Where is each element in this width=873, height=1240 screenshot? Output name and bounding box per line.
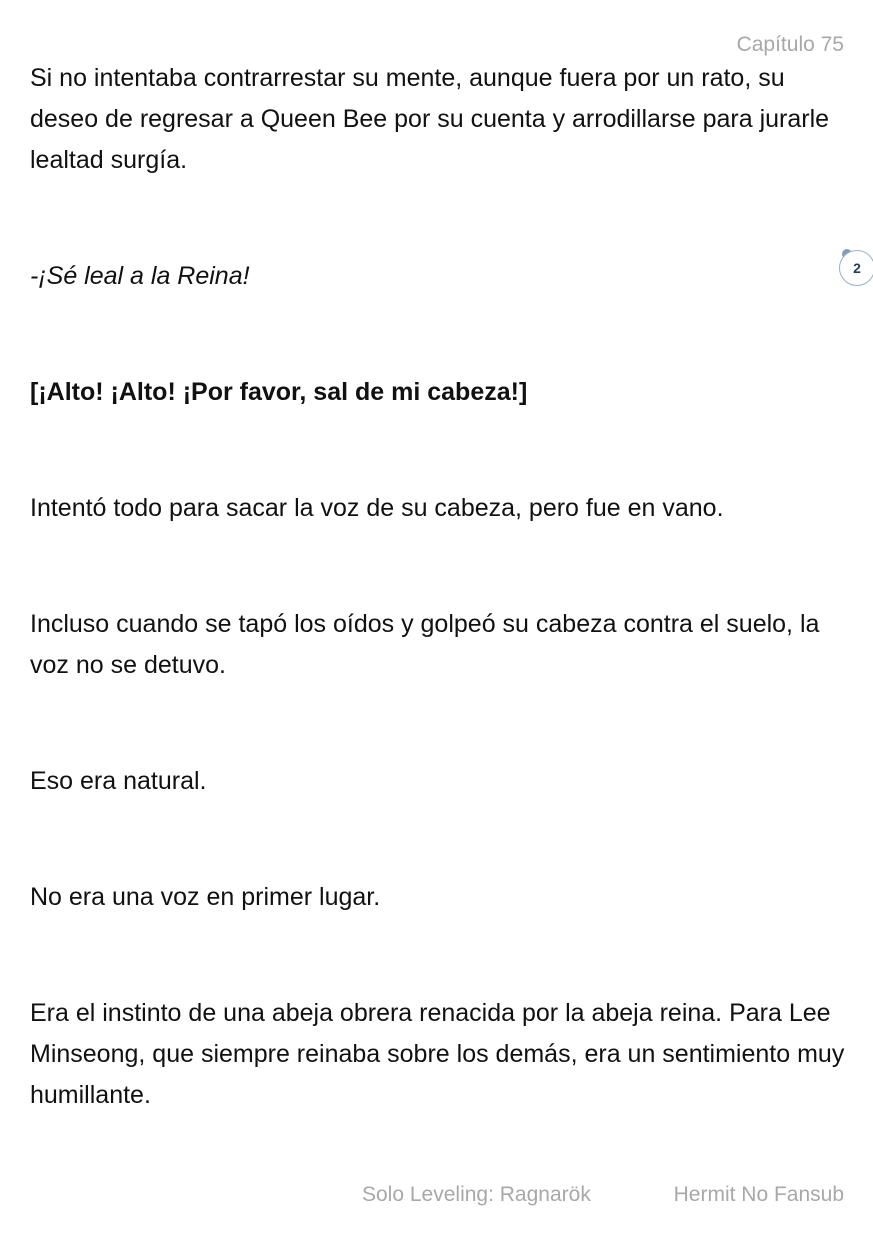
- paragraph-2-dialogue: -¡Sé leal a la Reina!: [30, 262, 250, 290]
- paragraph-1: Si no intentaba contrarrestar su mente, aunque fuera por un rato, su deseo de regresar a Queen Bee por su cuenta y arrodillarse para jurarle lealtad surgía.: [30, 64, 830, 174]
- paragraph-6: Eso era natural.: [30, 767, 207, 795]
- paragraph-7: No era una voz en primer lugar.: [30, 883, 381, 911]
- paragraph-5: Incluso cuando se tapó los oídos y golpeó su cabeza contra el suelo, la voz no se detuvo.: [30, 610, 820, 679]
- page-number-badge[interactable]: 2: [839, 250, 873, 286]
- footer-group-name: Hermit No Fansub: [673, 1183, 844, 1206]
- paragraph-8: Era el instinto de una abeja obrera renacida por la abeja reina. Para Lee Minseong, que siempre reinaba sobre los demás, era un sentimiento muy humillante.: [30, 999, 845, 1109]
- footer-book-title: Solo Leveling: Ragnarök: [362, 1183, 591, 1206]
- paragraph-4: Intentó todo para sacar la voz de su cabeza, pero fue en vano.: [30, 494, 724, 522]
- chapter-label: Capítulo 75: [736, 33, 844, 56]
- paragraph-3-system-message: [¡Alto! ¡Alto! ¡Por favor, sal de mi cabeza!]: [30, 378, 528, 406]
